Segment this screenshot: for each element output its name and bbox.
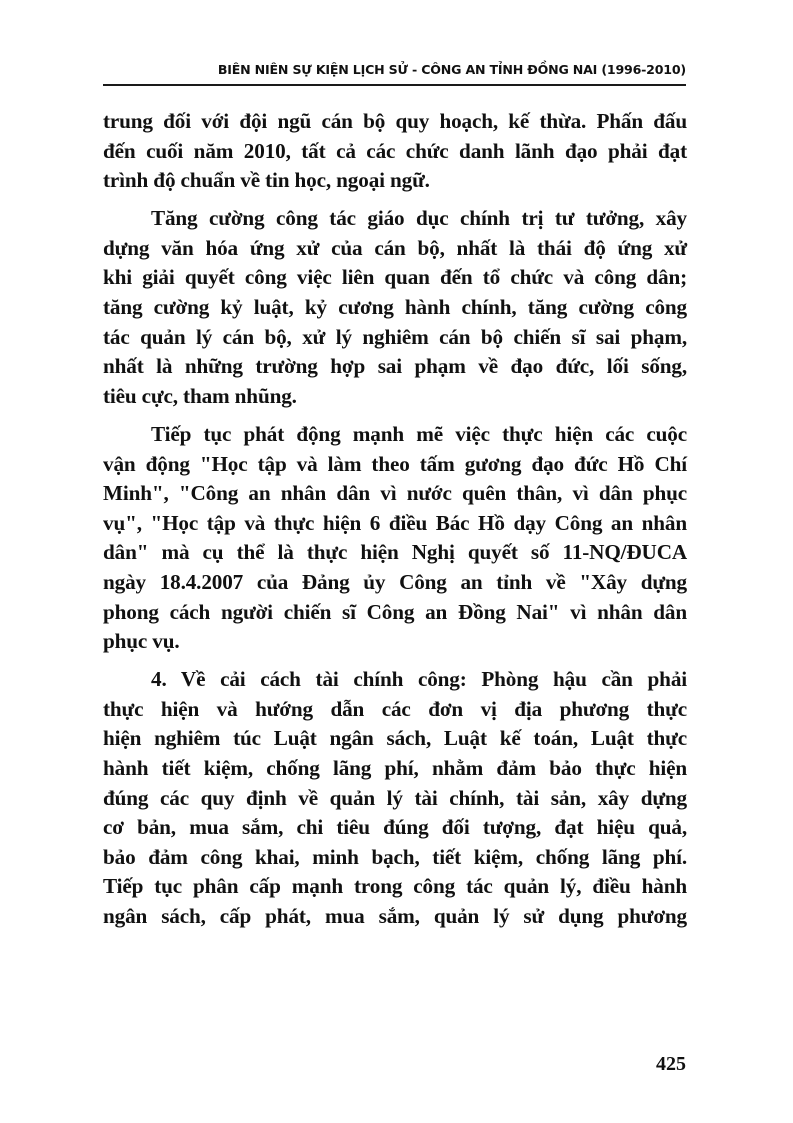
text-line: trung đối với đội ngũ cán bộ quy hoạch, kế thừa. Phấn đấu (103, 109, 687, 133)
text-line: thực hiện và hướng dẫn các đơn vị địa phương thực (103, 696, 687, 721)
text-line: tiêu cực, tham nhũng. (103, 383, 297, 408)
text-line: Minh", "Công an nhân dân vì nước quên thân, vì dân phục (103, 481, 687, 506)
text-line: đến cuối năm 2010, tất cả các chức danh lãnh đạo phải đạt (103, 138, 687, 163)
text-line: khi giải quyết công việc liên quan đến tổ chức và công dân; (103, 265, 687, 290)
text-line: tăng cường kỷ luật, kỷ cương hành chính, tăng cường công (103, 295, 687, 320)
text-line: ngân sách, cấp phát, mua sắm, quản lý sử dụng phương (103, 903, 687, 928)
text-line: phục vụ. (103, 629, 180, 654)
page-number: 425 (656, 1053, 686, 1075)
section-number: 4. (151, 667, 167, 692)
text-line: vận động "Học tập và làm theo tấm gương đạo đức Hồ Chí (103, 451, 687, 476)
text-line: đúng các quy định về quản lý tài chính, tài sản, xây dựng (103, 785, 687, 810)
section-heading-text: Về cải cách tài chính công: Phòng hậu cần phải (166, 667, 687, 692)
text-line: trình độ chuẩn về tin học, ngoại ngữ. (103, 168, 430, 193)
text-line: hiện nghiêm túc Luật ngân sách, Luật kế toán, Luật thực (103, 726, 687, 751)
paragraph (103, 204, 687, 411)
text-line: nhất là những trường hợp sai phạm về đạo đức, lối sống, (103, 354, 687, 379)
text-line: vụ", "Học tập và thực hiện 6 điều Bác Hồ dạy Công an nhân (103, 510, 687, 535)
text-line: dựng văn hóa ứng xử của cán bộ, nhất là thái độ ứng xử (103, 235, 687, 260)
text-line: Tăng cường công tác giáo dục chính trị tư tưởng, xây (151, 206, 687, 231)
text-line: dân" mà cụ thể là thực hiện Nghị quyết số 11-NQ/ĐUCA (103, 540, 687, 565)
text-line: hành tiết kiệm, chống lãng phí, nhằm đảm bảo thực hiện (103, 755, 687, 780)
paragraph (103, 665, 687, 931)
text-line: cơ bản, mua sắm, chi tiêu đúng đối tượng, đạt hiệu quả, (103, 815, 687, 840)
body-text (103, 107, 687, 940)
running-head-title: BIÊN NIÊN SỰ KIỆN LỊCH SỬ - CÔNG AN TỈNH ĐỒNG NAI (1996-2010) (217, 62, 686, 77)
running-head (103, 60, 686, 86)
text-line (103, 665, 687, 695)
text-line: bảo đảm công khai, minh bạch, tiết kiệm, chống lãng phí. (103, 844, 687, 869)
text-line: Tiếp tục phân cấp mạnh trong công tác quản lý, điều hành (103, 874, 687, 899)
paragraph (103, 107, 687, 196)
text-line: tác quản lý cán bộ, xử lý nghiêm cán bộ chiến sĩ sai phạm, (103, 324, 687, 349)
paragraph (103, 420, 687, 657)
text-line: phong cách người chiến sĩ Công an Đồng Nai" vì nhân dân (103, 599, 687, 624)
text-line: Tiếp tục phát động mạnh mẽ việc thực hiện các cuộc (151, 421, 687, 446)
text-line: ngày 18.4.2007 của Đảng ủy Công an tỉnh về "Xây dựng (103, 569, 687, 594)
